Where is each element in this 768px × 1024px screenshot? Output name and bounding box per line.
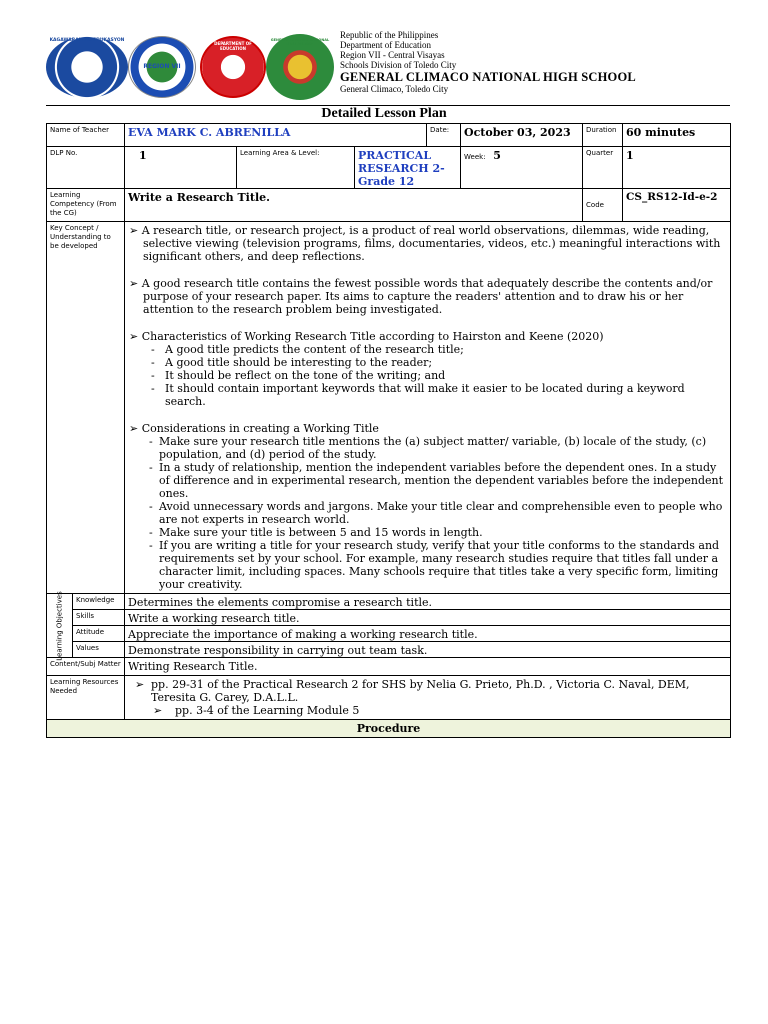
header-region: Region VII - Central Visayas [340,50,445,60]
quarter-value: 1 [623,147,731,189]
list-item: - Make sure your title is between 5 and 15 words in length. [149,526,483,539]
list-item: - In a study of relationship, mention the independent variables before the dependent ones. In a study of difference and in experimental research, mention the dependent variables before the independent ones. [149,461,724,500]
area-value: PRACTICAL RESEARCH 2- Grade 12 [355,147,461,189]
duration-label: Duration [583,124,623,147]
attitude-label: Attitude [73,626,125,642]
week-value: 5 [493,149,501,162]
resources-row [47,676,731,720]
header-department: Department of Education [340,40,431,50]
teacher-name: EVA MARK C. ABRENILLA [125,124,427,147]
school-seal-logo: GENERAL CLIMACO NATIONAL HIGH SCHOOL [266,34,334,100]
region-vii-logo: REGION VII [128,36,196,98]
objective-values-row [47,642,731,658]
concept-paragraph-1: ➢ A research title, or research project, is a product of real world observations, dilemmas, wide reading, selective viewing (television programs, films, documentaries, videos, etc.) meaningful interactions with significant others, and deep reflections. [129,224,721,263]
dlp-label: DLP No. [47,147,125,189]
list-item: - It should be reflect on the tone of the writing; and [151,369,446,382]
lesson-plan-table [46,123,731,738]
competency-value: Write a Research Title. [125,189,583,222]
document-header [0,0,768,100]
list-item: - If you are writing a title for your research study, verify that your title conforms to the standards and requirements set by your school. For example, many research studies require that titles fall under a character limit, including spaces. Many schools require that titles take a very specific form, limiting your creativity. [149,539,720,591]
date-value: October 03, 2023 [461,124,583,147]
code-label: Code [583,189,623,222]
knowledge-label: Knowledge [73,594,125,610]
header-text [340,30,636,94]
competency-row [47,189,731,222]
list-item: - A good title predicts the content of the research title; [151,343,464,356]
resources-label: Learning Resources Needed [47,676,125,720]
header-division: Schools Division of Toledo City [340,60,457,70]
area-label: Learning Area & Level: [237,147,355,189]
concept-paragraph-4: ➢ Considerations in creating a Working Title [129,422,379,435]
content-label: Content/Subj Matter [47,658,125,676]
objective-attitude-row [47,626,731,642]
list-item: ➢ pp. 3-4 of the Learning Module 5 [153,704,360,717]
deped-seal-logo: KAGAWARAN NG EDUKASYON [46,36,128,98]
teacher-row [47,124,731,147]
key-concept-row [47,222,731,594]
key-concept-label: Key Concept / Understanding to be developed [47,222,125,594]
concept-paragraph-3: ➢ Characteristics of Working Research Title according to Hairston and Keene (2020) [129,330,604,343]
content-row [47,658,731,676]
header-address: General Climaco, Toledo City [340,84,449,94]
values-label: Values [73,642,125,658]
list-item: ➢ pp. 29-31 of the Practical Research 2 for SHS by Nelia G. Prieto, Ph.D. , Victoria C. Naval, DEM, Teresita G. Carey, D.A.L.L. [135,678,690,704]
date-label: Date: [427,124,461,147]
week-cell [461,147,583,189]
dlp-row [47,147,731,189]
list-item: - Avoid unnecessary words and jargons. Make your title clear and comprehensible even to people who are not experts in research world. [149,500,723,526]
header-republic: Republic of the Philippines [340,30,439,40]
department-of-education-logo: DEPARTMENT OF EDUCATION [200,36,266,98]
competency-label: Learning Competency (From the CG) [47,189,125,222]
duration-value: 60 minutes [623,124,731,147]
teacher-label: Name of Teacher [47,124,125,147]
attitude-value: Appreciate the importance of making a working research title. [125,626,731,642]
values-value: Demonstrate responsibility in carrying out team task. [125,642,731,658]
dlp-value: 1 [125,147,237,189]
quarter-label: Quarter [583,147,623,189]
week-label: Week: [464,153,486,161]
resources-content [125,676,731,720]
skills-label: Skills [73,610,125,626]
page-title: Detailed Lesson Plan [321,106,447,121]
header-school-name: GENERAL CLIMACO NATIONAL HIGH SCHOOL [340,70,636,84]
key-concept-content [125,222,731,594]
skills-value: Write a working research title. [125,610,731,626]
content-value: Writing Research Title. [125,658,731,676]
procedure-row [47,720,731,738]
procedure-heading: Procedure [47,720,731,738]
objective-knowledge-row [47,594,731,610]
list-item: - Make sure your research title mentions the (a) subject matter/ variable, (b) locale of the study, (c) population, and (d) period of the study. [149,435,707,461]
list-item: - It should contain important keywords that will make it easier to be located during a keyword search. [151,382,685,408]
code-value: CS_RS12-Id-e-2 [623,189,731,222]
objective-skills-row [47,610,731,626]
list-item: - A good title should be interesting to the reader; [151,356,433,369]
learning-objectives-label: Learning Objectives [47,594,73,658]
knowledge-value: Determines the elements compromise a research title. [125,594,731,610]
concept-paragraph-2: ➢ A good research title contains the fewest possible words that adequately describe the contents and/or purpose of your research paper. Its aims to capture the readers' attention and to draw his or her attention to the research problem being investigated. [129,277,713,316]
